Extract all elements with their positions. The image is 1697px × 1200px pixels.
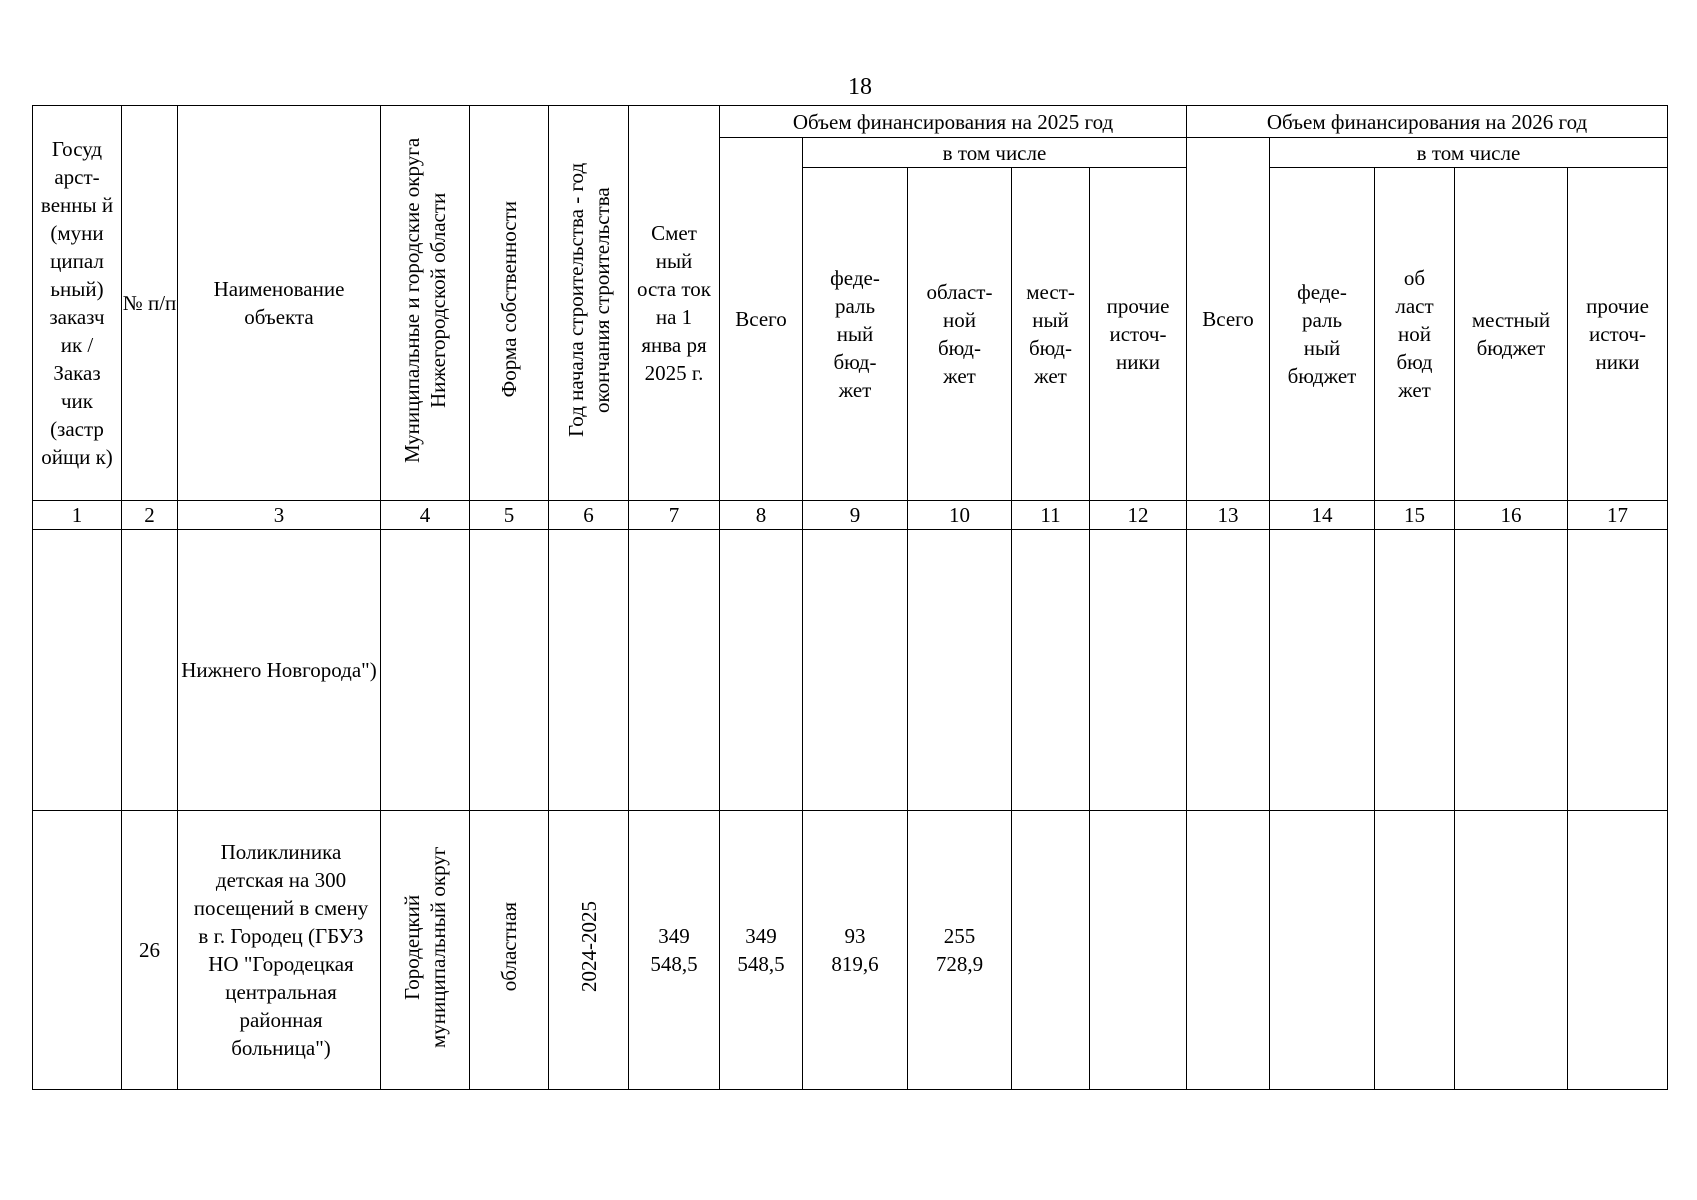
cell-estimate-balance-value: 349 548,5 [650,924,698,976]
header-other-2025-label: прочие источ-ники [1106,294,1170,374]
cell-federal-2025-value: 93 819,6 [831,924,879,976]
cell-estimate-balance [629,811,720,1090]
column-number: 10 [908,501,1012,530]
header-group-2026-label: Объем финансирования на 2026 год [1266,109,1588,134]
header-other-2025 [1090,168,1187,501]
cell-object-name: Нижнего Новгорода") [178,530,381,811]
cell-federal-2026 [1270,530,1375,811]
cell-district [381,530,470,811]
cell-ownership [470,811,549,1090]
cell-total-2025-value: 349 548,5 [737,924,785,976]
column-number: 5 [470,501,549,530]
header-number-label: № п/п [122,291,177,315]
header-group-2025-label: Объем финансирования на 2025 год [792,109,1114,134]
header-federal-2026 [1270,168,1375,501]
header-other-2026-label: прочие источ-ники [1586,294,1649,374]
cell-total-2026 [1187,530,1270,811]
column-number: 12 [1090,501,1187,530]
cell-other-2026 [1568,530,1668,811]
cell-other-2025 [1090,530,1187,811]
header-total-2025-label: Всего [735,307,787,331]
cell-federal-2026 [1270,811,1375,1090]
cell-number: 26 [122,811,178,1090]
cell-number [122,530,178,811]
cell-local-2026 [1455,530,1568,811]
column-number: 1 [33,501,122,530]
column-number: 17 [1568,501,1668,530]
column-number: 16 [1455,501,1568,530]
cell-total-2026 [1187,811,1270,1090]
cell-total-2025 [720,530,803,811]
cell-ownership-label: областная [497,901,521,992]
column-number: 13 [1187,501,1270,530]
cell-district [381,811,470,1090]
header-other-2026 [1568,168,1668,501]
cell-federal-2025 [803,530,908,811]
cell-other-2026 [1568,811,1668,1090]
header-district [381,106,470,501]
cell-customer [33,811,122,1090]
cell-other-2025 [1090,811,1187,1090]
header-group-2025 [720,106,1187,138]
header-total-2026 [1187,138,1270,501]
cell-total-2025 [720,811,803,1090]
column-number: 15 [1375,501,1455,530]
table-row [33,811,1668,1090]
cell-federal-2025 [803,811,908,1090]
header-customer-label: Госуд арст-венны й (муни ципал ьный) заказч ик / Заказ чик (застр ойщи к) [40,137,114,469]
header-ownership [470,106,549,501]
header-group-2026 [1187,106,1668,138]
page-number: 18 [848,74,872,100]
cell-local-2025 [1012,811,1090,1090]
cell-local-2025 [1012,530,1090,811]
column-number: 8 [720,501,803,530]
header-object-name [178,106,381,501]
column-number: 9 [803,501,908,530]
cell-object-name: Поликлиника детская на 300 посещений в смену в г. Городец (ГБУЗ НО "Городецкая центральная районная больница") [178,811,381,1090]
header-estimate-balance [629,106,720,501]
header-years [549,106,629,501]
cell-ownership [470,530,549,811]
column-number: 11 [1012,501,1090,530]
header-federal-2025 [803,168,908,501]
cell-years [549,530,629,811]
column-numbers-row [33,501,1668,530]
header-federal-2025-label: феде-раль ный бюд-жет [830,266,880,402]
header-regional-2026-label: об ласт ной бюд жет [1395,266,1434,402]
cell-years [549,811,629,1090]
cell-regional-2026 [1375,530,1455,811]
header-regional-2026 [1375,168,1455,501]
cell-customer [33,530,122,811]
header-estimate-balance-label: Смет ный оста ток на 1 янва ря 2025 г. [637,221,711,385]
header-object-name-label: Наименование объекта [213,277,345,329]
header-local-2026 [1455,168,1568,501]
financing-table [32,105,1668,1090]
header-total-2026-label: Всего [1202,307,1254,331]
header-including-2025-label: в том числе [942,140,1047,165]
header-regional-2025-label: област-ной бюд-жет [926,280,993,388]
cell-years-label: 2024-2025 [576,901,601,992]
column-number: 2 [122,501,178,530]
cell-regional-2025 [908,530,1012,811]
header-including-2025 [803,138,1187,168]
cell-regional-2026 [1375,811,1455,1090]
header-including-2026 [1270,138,1668,168]
header-number [122,106,178,501]
header-local-2025 [1012,168,1090,501]
cell-district-label: Городецкий муниципальный округ [400,845,450,1048]
header-total-2025 [720,138,803,501]
cell-regional-2025-value: 255 728,9 [935,924,984,976]
cell-estimate-balance [629,530,720,811]
header-regional-2025 [908,168,1012,501]
header-local-2026-label: местный бюджет [1471,308,1551,360]
header-including-2026-label: в том числе [1416,140,1521,165]
column-number: 14 [1270,501,1375,530]
header-years-label: Год начала строительства - год окончания строительства [563,162,614,437]
cell-local-2026 [1455,811,1568,1090]
table-row [33,530,1668,811]
cell-regional-2025 [908,811,1012,1090]
header-customer [33,106,122,501]
header-federal-2026-label: феде-раль ный бюджет [1287,280,1357,388]
column-number: 4 [381,501,470,530]
column-number: 3 [178,501,381,530]
header-district-label: Муниципальные и городские округа Нижегородской области [400,136,450,463]
header-local-2025-label: мест-ный бюд-жет [1026,280,1075,388]
header-ownership-label: Форма собственности [497,201,521,398]
column-number: 7 [629,501,720,530]
column-number: 6 [549,501,629,530]
